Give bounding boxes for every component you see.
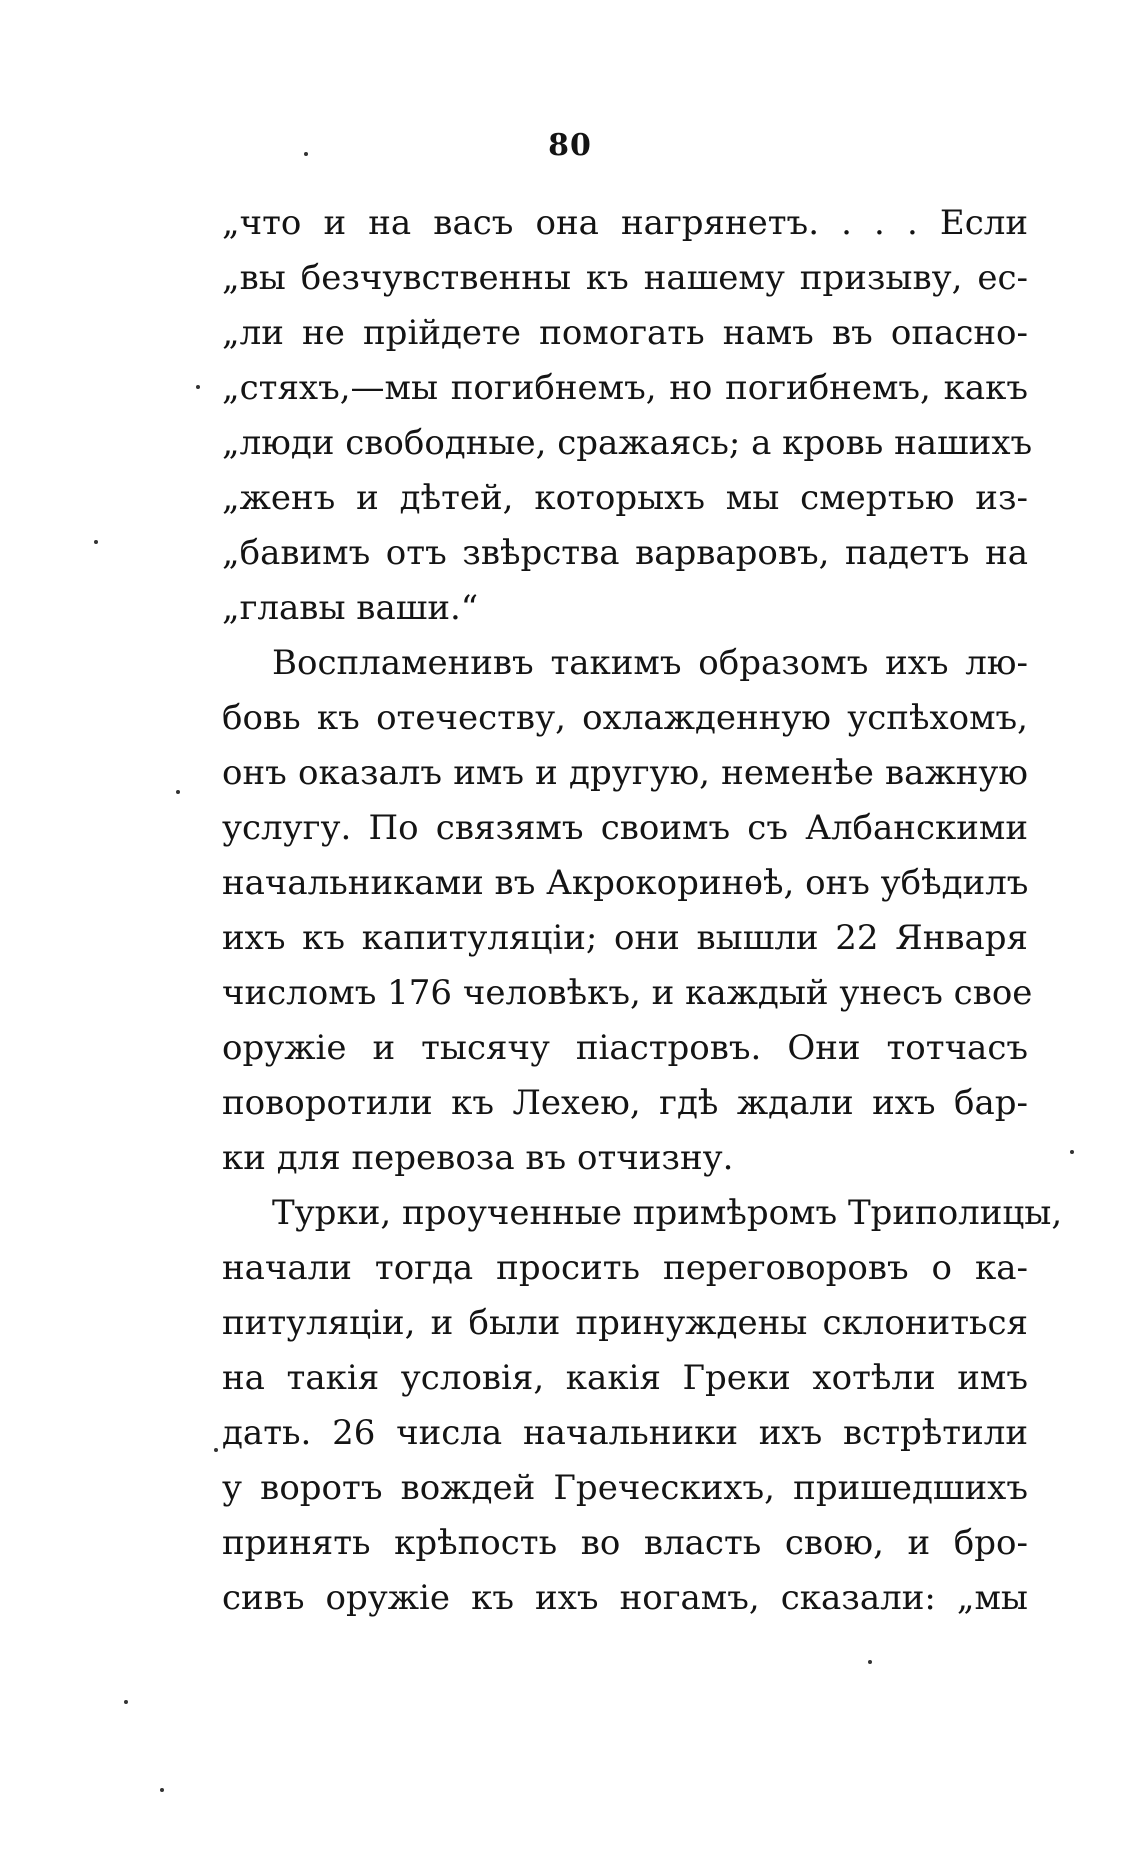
text-line: поворотили къ Лехею, гдѣ ждали ихъ бар- — [222, 1083, 1028, 1123]
text-line: „женъ и дѣтей, которыхъ мы смертью из- — [222, 478, 1028, 518]
text-line: Турки, проученные примѣромъ Триполицы, — [272, 1193, 1063, 1233]
text-line: „люди свободные, сражаясь; а кровь нашихъ — [222, 423, 1033, 463]
text-line: ки для перевоза въ отчизну. — [222, 1138, 734, 1178]
text-line: „главы ваши.“ — [222, 588, 479, 628]
scan-speck — [94, 540, 98, 544]
text-line: услугу. По связямъ своимъ съ Албанскими — [222, 808, 1028, 848]
text-line: начали тогда просить переговоровъ о ка- — [222, 1248, 1028, 1288]
text-line: „что и на васъ она нагрянетъ. . . . Если — [222, 203, 1028, 243]
scan-speck — [124, 1700, 128, 1704]
scan-speck — [868, 1660, 872, 1664]
text-line: числомъ 176 человѣкъ, и каждый унесъ свое — [222, 973, 1033, 1013]
page-text — [222, 196, 1063, 1626]
scan-speck — [160, 1788, 164, 1792]
text-line: „ли не прійдете помогать намъ въ опасно- — [222, 313, 1028, 353]
text-line: питуляціи, и были принуждены склониться — [222, 1303, 1028, 1343]
text-line: „вы безчувственны къ нашему призыву, ес- — [222, 258, 1028, 298]
scan-speck — [214, 1448, 218, 1452]
scan-speck — [304, 152, 308, 156]
text-line: онъ оказалъ имъ и другую, неменѣе важную — [222, 753, 1028, 793]
text-line: Воспламенивъ такимъ образомъ ихъ лю- — [272, 643, 1028, 683]
text-line: на такія условія, какія Греки хотѣли имъ — [222, 1358, 1028, 1398]
text-line: сивъ оружіе къ ихъ ногамъ, сказали: „мы — [222, 1578, 1028, 1618]
text-line: бовь къ отечеству, охлажденную успѣхомъ, — [222, 698, 1028, 738]
text-line: принять крѣпость во власть свою, и бро- — [222, 1523, 1028, 1563]
text-line: начальниками въ Акрокоринѳѣ, онъ убѣдилъ — [222, 863, 1029, 903]
scan-speck — [196, 385, 200, 389]
paragraph-3 — [222, 1186, 1063, 1626]
text-line: „бавимъ отъ звѣрства варваровъ, падетъ на — [222, 533, 1028, 573]
text-line: дать. 26 числа начальники ихъ встрѣтили — [222, 1413, 1028, 1453]
text-line: оружіе и тысячу піастровъ. Они тотчасъ — [222, 1028, 1028, 1068]
text-line: у воротъ вождей Греческихъ, пришедшихъ — [222, 1468, 1028, 1508]
scan-speck — [176, 790, 180, 794]
text-line: „стяхъ,—мы погибнемъ, но погибнемъ, какъ — [222, 368, 1028, 408]
paragraph-1 — [222, 196, 1033, 636]
text-line: ихъ къ капитуляціи; они вышли 22 Января — [222, 918, 1028, 958]
paragraph-2 — [222, 636, 1033, 1186]
page-number: 80 — [548, 128, 592, 163]
scan-speck — [1070, 1150, 1074, 1154]
